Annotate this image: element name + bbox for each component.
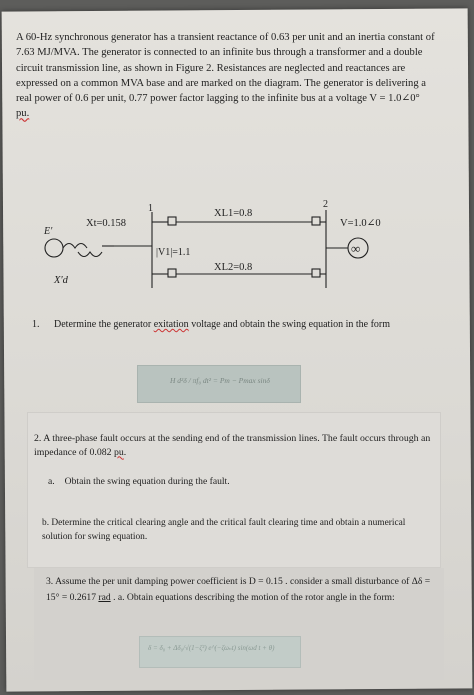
question-2a-text: Obtain the swing equation during the fault. [64,476,230,487]
bus-2-number: 2 [323,199,328,210]
problem-statement [16,30,440,122]
question-2 [34,432,432,459]
swing-equation: H d²δ / πf₀ dt² = Pm − Pmax sinδ [170,376,270,385]
question-3 [46,574,432,605]
question-2b: b. Determine the critical clearing angle and the critical fault clearing time and obtain a numerical solution for swing equation. [42,518,406,542]
transient-reactance-label: X'd [54,275,68,286]
question-1 [32,318,436,333]
question-1-number: 1. [32,319,40,330]
question-2-text-end: . [123,446,127,458]
question-2a [48,476,230,487]
transformer-coil-secondary [78,252,102,257]
bus-1-number: 1 [148,203,153,214]
problem-text: A 60-Hz synchronous generator has a transient reactance of 0.63 per unit and an inertia constant of 7.63 MJ/MVA. The generator is connected to an infinite bus through a transformer and a double circuit transmission line, as shown in Figure 2. Resistances are neglected and reactances are expressed on a common MVA base and are marked on the diagram. The generator is delivering a real power of 0.6 per unit, 0.77 power factor lagging to the infinite bus at a voltage V = 1.0∠0° [16,32,435,105]
generator-emf-label: E' [44,226,53,237]
line-2-reactance-label: XL2=0.8 [214,262,253,273]
question-1-misspelled-word: exitation [153,319,189,330]
problem-unit: pu. [16,108,30,120]
breaker-1a [168,217,176,225]
question-1-text-part: Determine the generator [54,319,154,330]
bus-1-voltage-label: |V1|=1.1 [156,247,191,258]
question-1-text-part: voltage and obtain the swing equation in the form [188,319,391,330]
transformer-reactance-label: Xt=0.158 [86,218,127,229]
infinite-symbol: ∞ [351,241,361,256]
rotor-angle-equation: δ = δ₀ + Δδ₀/√(1−ζ²) e^(−ζωₙt) sin(ωd t + θ) [148,644,275,652]
question-3-unit: rad [98,591,111,603]
circuit-diagram [40,192,420,304]
infinite-bus-voltage-label: V=1.0∠0 [340,218,381,229]
question-2a-label: a. [48,476,55,487]
generator-symbol [45,239,63,257]
breaker-1b [312,217,320,225]
rotor-angle-equation-box [139,636,301,668]
swing-equation-box [137,365,301,403]
breaker-2a [168,269,176,277]
transformer-coil-primary [63,244,87,249]
question-2-unit: pu [113,446,124,458]
question-2-text: 2. A three-phase fault occurs at the sending end of the transmission lines. The fault occurs through an impedance of 0.082 [34,433,431,458]
line-1-reactance-label: XL1=0.8 [214,208,253,219]
question-3-text: 3. Assume the per unit damping power coefficient is D = 0.15 . consider a small disturbance of Δδ = 15° = 0.2617 [46,576,431,603]
question-3-text-end: . a. Obtain equations describing the motion of the rotor angle in the form: [110,591,395,603]
question-1-text [36,318,436,333]
breaker-2b [312,269,320,277]
